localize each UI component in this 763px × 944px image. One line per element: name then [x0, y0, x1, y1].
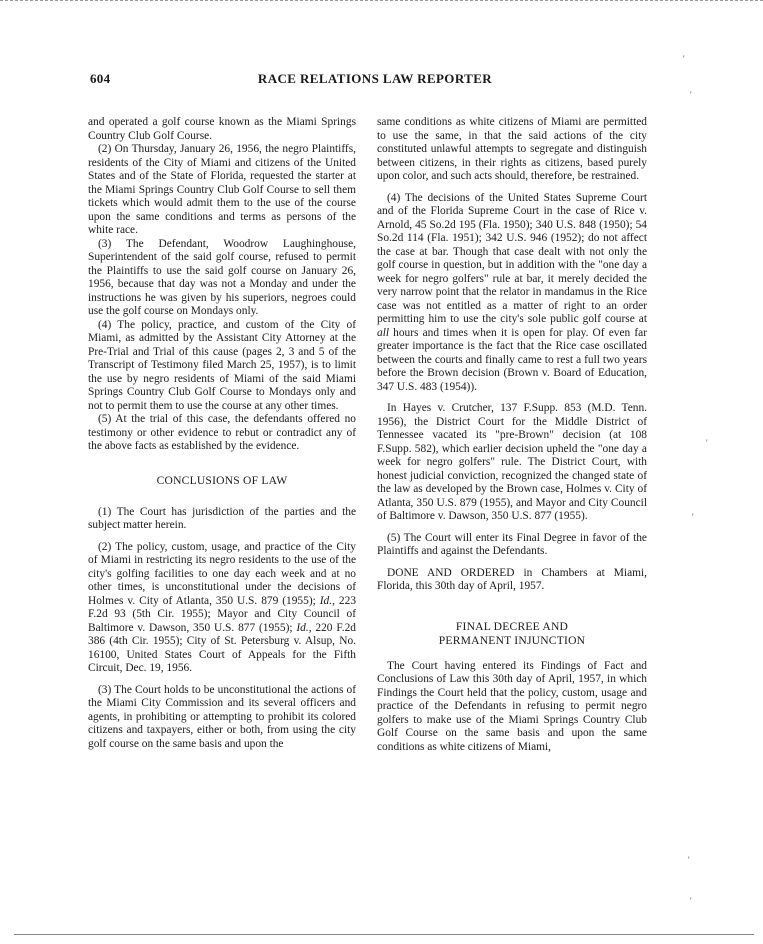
page-number: 604	[90, 71, 111, 86]
top-scan-edge	[0, 0, 763, 1]
conclusion-2	[88, 541, 356, 676]
conclusion-4-text-a: (4) The decisions of the United States Supreme Court and of the Florida Supreme Court in the case of Rice v. Arnold, 45 So.2d 195 (Fla. 1950); 340 U.S. 848 (1950); 54 So.2d 114 (Fla. 1951); 342 U.S. 946 (1952); do not affect the case at bar. Though that case dealt with not only the golf course in question, but in addition with the "one day a week for negro golfers" rule at bar, it merely decided the very narrow point that the relator in mandamus in the Rice case was not entitled as a matter of right to an order permitting him to use the city's sole public golf course at	[377, 191, 647, 325]
running-title: RACE RELATIONS LAW REPORTER	[257, 71, 493, 86]
heading-final-decree	[377, 620, 647, 648]
margin-speck-mark: '	[683, 54, 685, 64]
final-decree-paragraph: The Court having entered its Findings of Fact and Conclusions of Law this 30th day of April, 1957, in which Findings the Court held that the policy, custom, usage and practice of the Defendants in refusing to permit negro golfers to make use of the Miami Springs Country Club Golf Course on the same basis and upon the same conditions as white citizens of Miami,	[377, 659, 647, 753]
conclusion-4-emphasis-all: all	[377, 326, 390, 339]
conclusion-2-text-c: , 220 F.2d 386 (4th Cir. 1955); City of St. Petersburg v. Alsup, No. 16100, United States Court of Appeals for the Fifth Circuit, Dec. 19, 1956.	[88, 621, 356, 674]
conclusion-2-text-a: (2) The policy, custom, usage, and practice of the City of Miami in restricting its negro residents to the use of the city's golfing facilities to one day each week and at no other times, is unconstitutional under the decisions of Holmes v. City of Atlanta, 350 U.S. 879 (1955);	[88, 540, 356, 607]
conclusion-3-continued: same conditions as white citizens of Miami are permitted to use the same, in that the said actions of the city constituted unlawful attempts to segregate and distinguish between citizens, in their rights as citizens, based purely upon color, and such acts should, therefore, be restrained.	[377, 116, 647, 182]
finding-4: (4) The policy, practice, and custom of the City of Miami, as admitted by the Assistant City Attorney at the Pre-Trial and Trial of this cause (pages 2, 3 and 5 of the Transcript of Testimony filed March 25, 1957), is to limit the use by negro residents of Miami of the said Miami Springs Country Club Golf Course to Mondays only and not to permit them to use the course at any other times.	[88, 318, 356, 412]
finding-2: (2) On Thursday, January 26, 1956, the negro Plaintiffs, residents of the City of Miami and citizens of the United States and of the State of Florida, requested the starter at the Miami Springs Country Club Golf Course to sell them tickets which would admit them to the use of the course upon the same conditions and terms as persons of the white race.	[88, 143, 356, 236]
conclusion-4-text-b: hours and times when it is open for play. Of even far greater importance is the fact that the Rice case oscillated between the courts and finally came to rest a full two years before the Brown decision (Brown v. Board of Education, 347 U.S. 483 (1954)).	[377, 326, 647, 393]
conclusion-4	[377, 192, 647, 395]
conclusion-1: (1) The Court has jurisdiction of the parties and the subject matter herein.	[88, 505, 356, 531]
margin-speck-mark: '	[690, 896, 692, 906]
conclusion-3: (3) The Court holds to be unconstitutional the actions of the Miami City Commission and its several officers and agents, in prohibiting or attempting to prohibit its colored citizens and taxpayers, either or both, from using the city golf course on the same basis and upon the	[88, 683, 356, 750]
margin-speck-mark: '	[688, 855, 690, 865]
conclusion-2-id-1: Id.	[319, 594, 333, 607]
page-header	[90, 71, 660, 89]
conclusion-2-text-b: , 223 F.2d 93 (5th Cir. 1955); Mayor and City Council of Baltimore v. Dawson, 350 U.S. 877 (1955);	[88, 594, 357, 634]
done-and-ordered: DONE AND ORDERED in Chambers at Miami, Florida, this 30th day of April, 1957.	[377, 566, 647, 592]
paragraph-hayes-v-crutcher: In Hayes v. Crutcher, 137 F.Supp. 853 (M.D. Tenn. 1956), the District Court for the Middle District of Tennessee vacated its "pre-Brown" decision (at 108 F.Supp. 582), which earlier decision upheld the "one day a week for negro golfers" rule. The District Court, with honest judicial conviction, recognized the changed state of the law as developed by the Brown case, Holmes v. City of Atlanta, 350 U.S. 879 (1955), and Mayor and City Council of Baltimore v. Dawson, 350 U.S. 877 (1955).	[377, 402, 647, 522]
margin-speck-mark: '	[690, 90, 692, 100]
bottom-scan-edge	[14, 934, 754, 935]
conclusion-2-id-2: Id.	[296, 621, 309, 634]
heading-conclusions-of-law: CONCLUSIONS OF LAW	[156, 473, 288, 487]
heading-final-decree-line-2: PERMANENT INJUNCTION	[438, 633, 586, 647]
paragraph-intro: and operated a golf course known as the Miami Springs Country Club Golf Course.	[88, 116, 356, 142]
finding-5: (5) At the trial of this case, the defendants offered no testimony or other evidence to rebut or contradict any of the above facts as established by the evidence.	[88, 413, 356, 452]
right-column	[377, 116, 647, 754]
margin-speck-mark: '	[692, 512, 694, 522]
margin-speck-mark: '	[706, 438, 708, 448]
heading-final-decree-line-1: FINAL DECREE AND	[455, 619, 569, 633]
finding-3: (3) The Defendant, Woodrow Laughinghouse, Superintendent of the said golf course, refused to permit the Plaintiffs to use the said golf course on January 26, 1956, because that day was not a Monday and under the instructions he was given by his superiors, negroes could use the golf course on Mondays only.	[88, 237, 356, 317]
left-column	[88, 116, 356, 751]
conclusion-5: (5) The Court will enter its Final Degree in favor of the Plaintiffs and against the Defendants.	[377, 531, 647, 557]
